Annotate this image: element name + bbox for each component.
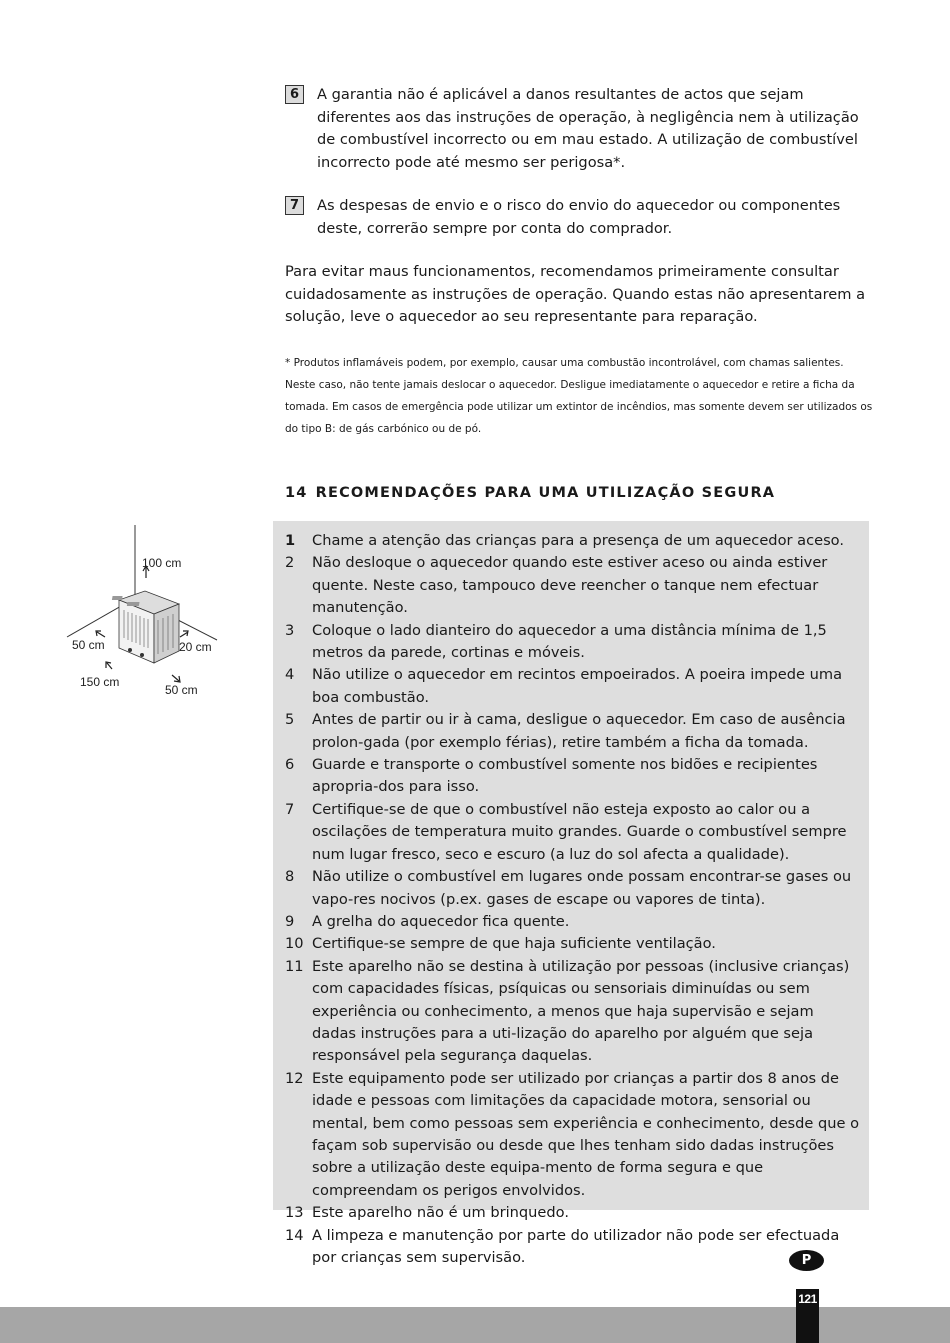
recommendation-number: 7 bbox=[285, 800, 295, 818]
item-number-badge: 6 bbox=[285, 85, 304, 104]
recommendation-number: 12 bbox=[285, 1069, 304, 1087]
advice-paragraph: Para evitar maus funcionamentos, recomendamos primeiramente consultar cuidadosamente as instruções de operação. Quando estas não apresentarem a solução, leve o aquecedor ao seu representante para reparação. bbox=[285, 263, 866, 325]
recommendation-text: A grelha do aquecedor fica quente. bbox=[312, 912, 570, 930]
language-badge: P bbox=[789, 1250, 824, 1271]
section-title: RECOMENDAÇÕES PARA UMA UTILIZAÇÃO SEGURA bbox=[315, 485, 776, 501]
recommendation-item bbox=[285, 1225, 860, 1270]
recommendation-item bbox=[285, 709, 860, 754]
recommendation-number: 5 bbox=[285, 711, 295, 729]
recommendation-text: Certifique-se sempre de que haja suficiente ventilação. bbox=[312, 935, 716, 953]
clearance-diagram bbox=[62, 520, 232, 710]
section-number: 14 bbox=[285, 485, 308, 501]
recommendation-text: Este aparelho não se destina à utilização por pessoas (inclusive crianças) com capacidades físicas, psíquicas ou sensoriais diminuídas ou sem experiência ou conhecimento, a menos que haja supervisão e sejam dadas instruções para a uti-lização do aparelho por alguém que seja responsável pela segurança daquelas. bbox=[312, 957, 850, 1065]
diagram-label-front-right: 50 cm bbox=[165, 683, 198, 697]
recommendation-item bbox=[285, 956, 860, 1068]
recommendation-number: 2 bbox=[285, 554, 295, 572]
recommendation-text: Não utilize o combustível em lugares onde possam encontrar-se gases ou vapo-res nocivos (p.ex. gases de escape ou vapores de tinta). bbox=[312, 868, 852, 908]
recommendation-number: 14 bbox=[285, 1226, 304, 1244]
recommendation-item bbox=[285, 933, 860, 955]
warranty-item-text: A garantia não é aplicável a danos resultantes de actos que sejam diferentes aos das instruções de operação, à negligência nem à utilização de combustível incorrecto ou em mau estado. A utilização de combustível incorrecto pode até mesmo ser perigosa*. bbox=[317, 86, 859, 171]
recommendation-number: 11 bbox=[285, 957, 304, 975]
warranty-item-text: As despesas de envio e o risco do envio do aquecedor ou componentes deste, correrão sempre por conta do comprador. bbox=[317, 197, 841, 237]
recommendation-number: 8 bbox=[285, 868, 295, 886]
recommendation-number: 10 bbox=[285, 935, 304, 953]
recommendation-number: 9 bbox=[285, 912, 295, 930]
diagram-label-right: 20 cm bbox=[179, 640, 212, 654]
page-number: 121 bbox=[796, 1289, 819, 1343]
recommendation-item bbox=[285, 620, 860, 665]
recommendation-text: Certifique-se de que o combustível não esteja exposto ao calor ou a oscilações de temperatura muito grandes. Guarde o combustível sempre num lugar fresco, seco e escuro (a luz do sol afecta a qualidade). bbox=[312, 800, 847, 863]
recommendation-item bbox=[285, 1068, 860, 1202]
recommendation-text: Não utilize o aquecedor em recintos empoeirados. A poeira impede uma boa combustão. bbox=[312, 666, 843, 706]
recommendation-item bbox=[285, 754, 860, 799]
diagram-label-front-left: 150 cm bbox=[80, 675, 120, 689]
recommendation-item bbox=[285, 552, 860, 619]
recommendation-text: Este aparelho não é um brinquedo. bbox=[312, 1204, 569, 1222]
heater-icon bbox=[112, 591, 179, 663]
recommendation-text: Antes de partir ou ir à cama, desligue o aquecedor. Em caso de ausência prolon-gada (por exemplo férias), retire também a ficha da tomada. bbox=[312, 711, 846, 751]
recommendation-number: 1 bbox=[285, 532, 296, 549]
recommendation-text: Guarde e transporte o combustível somente nos bidões e recipientes apropria-dos para isso. bbox=[312, 756, 818, 796]
recommendation-number: 6 bbox=[285, 756, 295, 774]
recommendation-item bbox=[285, 799, 860, 866]
diagram-label-left: 50 cm bbox=[72, 638, 105, 652]
recommendation-item bbox=[285, 866, 860, 911]
recommendation-item bbox=[285, 911, 860, 933]
arrow-right-icon bbox=[180, 631, 188, 637]
section-heading bbox=[285, 485, 775, 501]
recommendation-text: Este equipamento pode ser utilizado por crianças a partir dos 8 anos de idade e pessoas com limitações da capacidade motora, sensorial ou mental, bem como pessoas sem experiência e conhecimento, desde que o façam sob supervisão ou desde que lhes tenham sido dadas instruções sobre a utilização deste equipa-mento de forma segura e que compreendam os perigos envolvidos. bbox=[312, 1069, 860, 1199]
recommendation-text: Coloque o lado dianteiro do aquecedor a uma distância mínima de 1,5 metros da parede, cortinas e móveis. bbox=[312, 621, 827, 662]
arrow-front-left-icon bbox=[106, 662, 112, 669]
recommendation-item bbox=[285, 530, 860, 552]
recommendations-list bbox=[285, 530, 860, 1269]
recommendation-text: Não desloque o aquecedor quando este estiver aceso ou ainda estiver quente. Neste caso, tampouco deve reencher o tanque nem efectuar manutenção. bbox=[312, 554, 828, 617]
recommendation-number: 4 bbox=[285, 666, 295, 684]
item-number-badge: 7 bbox=[285, 196, 304, 215]
recommendation-text: A limpeza e manutenção por parte do utilizador não pode ser efectuada por crianças sem supervisão. bbox=[312, 1226, 840, 1266]
recommendation-number: 13 bbox=[285, 1204, 304, 1222]
recommendation-item bbox=[285, 664, 860, 709]
footnote: * Produtos inflamáveis podem, por exemplo, causar uma combustão incontrolável, com chamas salientes. Neste caso, não tente jamais deslocar o aquecedor. Desligue imediatamente o aquecedor e retire a ficha da tomada. Em casos de emergência pode utilizar um extintor de incêndios, mas somente devem ser utilizados os do tipo B: de gás carbónico ou de pó. bbox=[285, 357, 873, 435]
arrow-front-right-icon bbox=[172, 675, 180, 682]
recommendation-item bbox=[285, 1202, 860, 1224]
recommendation-number: 3 bbox=[285, 621, 295, 639]
arrow-left-icon bbox=[96, 631, 105, 637]
recommendation-text: Chame a atenção das crianças para a presença de um aquecedor aceso. bbox=[312, 532, 844, 549]
diagram-label-top: 100 cm bbox=[142, 556, 182, 570]
